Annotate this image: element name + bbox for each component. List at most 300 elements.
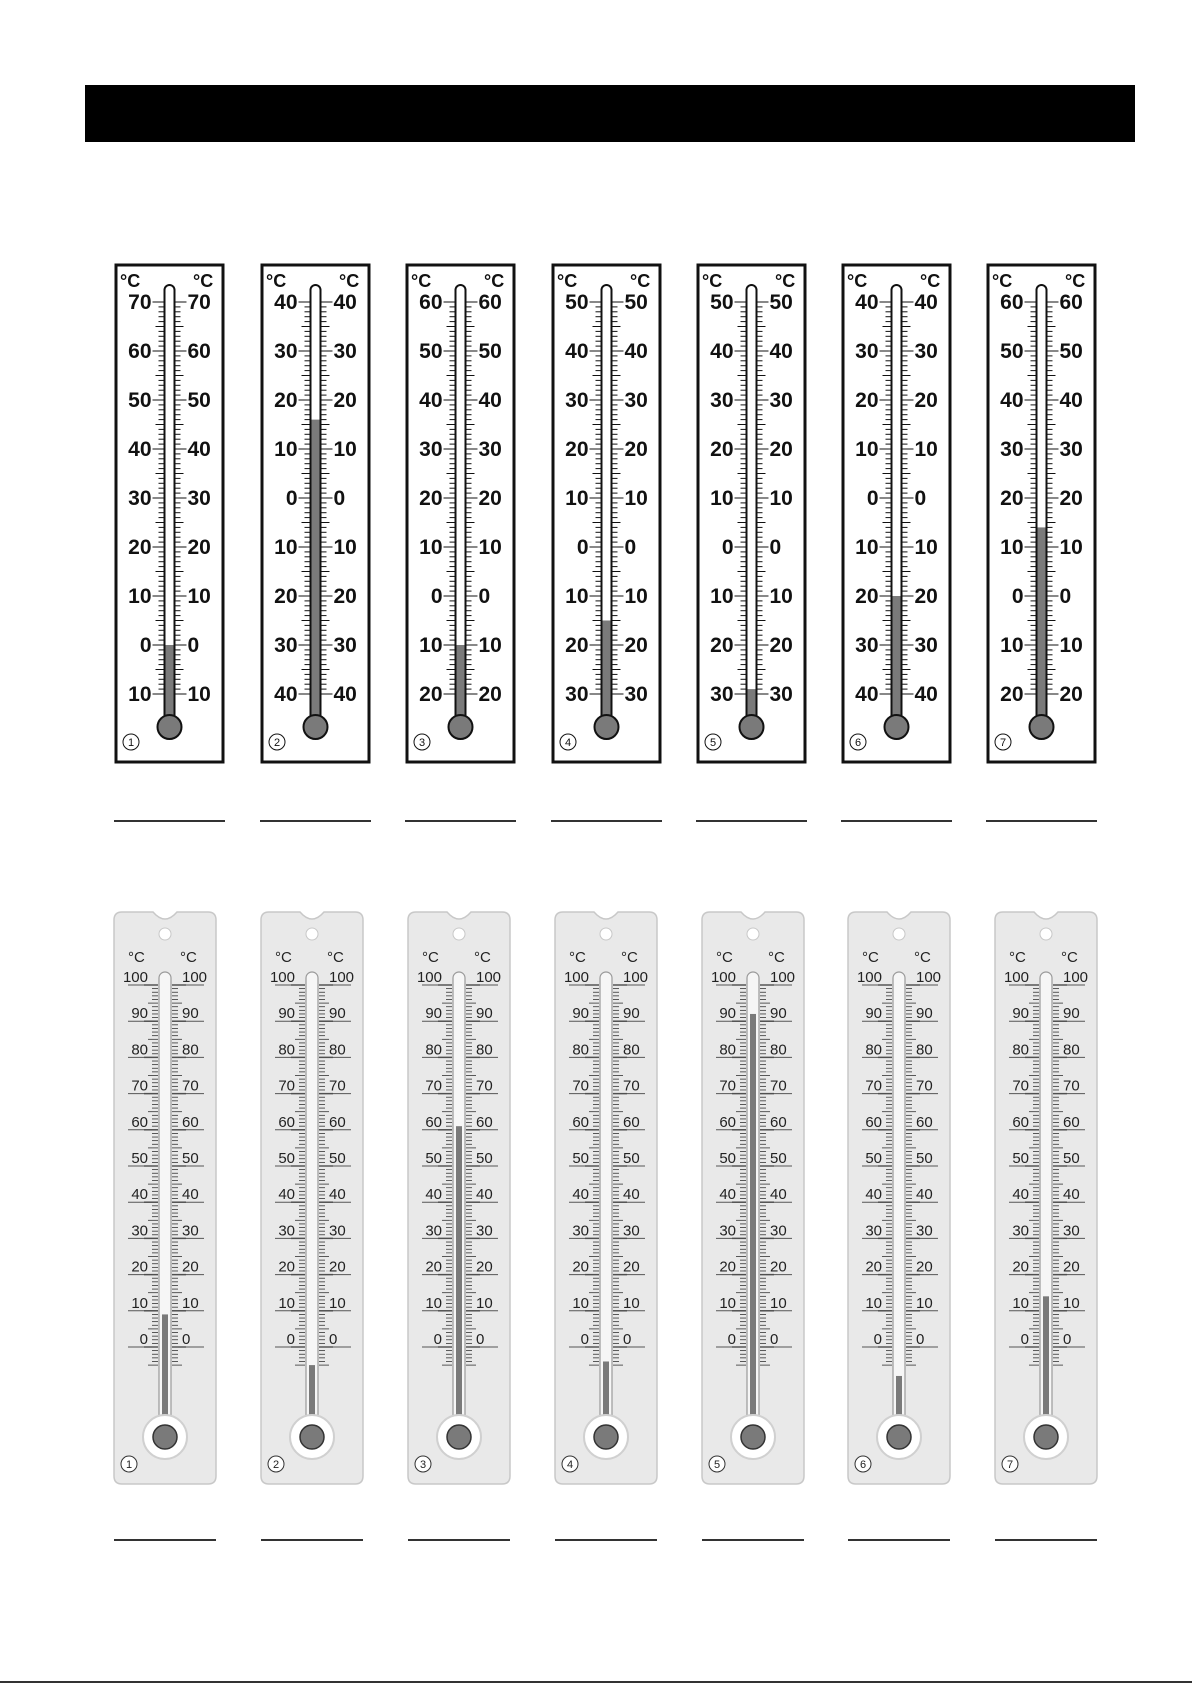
unit-label-right: °C <box>474 949 491 966</box>
index-number: 6 <box>854 737 862 749</box>
scale-label-left: 10 <box>565 585 589 608</box>
scale-label-right: 50 <box>329 1150 346 1167</box>
index-number: 7 <box>999 737 1007 749</box>
scale-label-right: 20 <box>182 1258 199 1276</box>
hanging-hole <box>1040 928 1052 940</box>
scale-label-left: 0 <box>430 585 443 608</box>
scale-label-right: 90 <box>1063 1005 1080 1023</box>
scale-label-right: 10 <box>333 536 357 559</box>
scale-label-right: 10 <box>478 634 502 657</box>
scale-label-left: 40 <box>419 389 443 412</box>
index-number: 1 <box>125 1459 133 1471</box>
scale-label-right: 10 <box>187 585 211 608</box>
photo-thermometer-2 <box>261 912 363 1540</box>
scale-label-left: 20 <box>425 1258 442 1276</box>
scale-label-right: 70 <box>623 1077 640 1095</box>
scale-label-left: 50 <box>278 1150 295 1167</box>
scale-label-right: 30 <box>914 340 938 363</box>
thermometer-bulb <box>447 1425 471 1449</box>
scale-label-left: 30 <box>131 1222 148 1240</box>
scale-label-right: 70 <box>329 1077 346 1095</box>
scale-label-left: 50 <box>865 1150 882 1167</box>
scale-label-right: 20 <box>1059 487 1083 510</box>
unit-label-left: °C <box>128 949 145 966</box>
scale-label-left: 60 <box>865 1113 882 1131</box>
scale-label-right: 20 <box>329 1258 346 1276</box>
scale-label-left: 0 <box>1011 585 1024 608</box>
scale-label-left: 90 <box>719 1005 736 1023</box>
scale-label-right: 20 <box>478 487 502 510</box>
scale-label-left: 30 <box>419 438 443 461</box>
photo-thermometer-3 <box>408 912 510 1540</box>
unit-label-left: °C <box>716 949 733 966</box>
scale-label-right: 60 <box>182 1113 199 1131</box>
scale-label-left: 20 <box>128 536 152 559</box>
scale-label-left: 10 <box>719 1294 736 1312</box>
scale-label-left: 90 <box>865 1005 882 1023</box>
scale-label-left: 30 <box>710 389 734 412</box>
scale-label-right: 40 <box>624 340 648 363</box>
scale-label-left: 40 <box>719 1186 736 1204</box>
scale-label-right: 0 <box>1059 585 1072 608</box>
scale-label-right: 20 <box>769 438 793 461</box>
scale-label-left: 10 <box>425 1294 442 1312</box>
scale-label-left: 20 <box>719 1258 736 1276</box>
scale-label-left: 0 <box>580 1331 589 1348</box>
scale-label-left: 100 <box>856 969 882 986</box>
scale-label-right: 90 <box>916 1005 933 1023</box>
scale-label-left: 70 <box>128 291 152 314</box>
scale-label-left: 90 <box>572 1005 589 1023</box>
unit-label-left: °C <box>992 271 1013 291</box>
scale-label-left: 0 <box>286 1331 295 1348</box>
scale-label-left: 10 <box>565 487 589 510</box>
scale-label-left: 80 <box>278 1041 295 1059</box>
scale-label-left: 40 <box>131 1186 148 1204</box>
scale-label-left: 10 <box>274 536 298 559</box>
scale-label-left: 60 <box>719 1113 736 1131</box>
scale-label-left: 0 <box>873 1331 882 1348</box>
scale-label-left: 90 <box>278 1005 295 1023</box>
scale-label-right: 60 <box>623 1113 640 1131</box>
scale-label-right: 80 <box>329 1041 346 1059</box>
index-number: 4 <box>564 737 572 749</box>
scale-label-right: 50 <box>624 291 648 314</box>
scale-label-left: 10 <box>855 536 879 559</box>
hanging-hole <box>747 928 759 940</box>
scale-label-right: 10 <box>329 1294 346 1312</box>
thermometer-bulb <box>153 1425 177 1449</box>
scale-label-left: 0 <box>721 536 734 559</box>
mercury-column <box>312 420 320 727</box>
scale-label-right: 70 <box>187 291 211 314</box>
scale-label-left: 0 <box>727 1331 736 1348</box>
scale-label-left: 60 <box>425 1113 442 1131</box>
scale-label-right: 30 <box>329 1222 346 1240</box>
scale-label-left: 40 <box>855 291 879 314</box>
scale-label-left: 50 <box>710 291 734 314</box>
scale-label-right: 0 <box>478 585 491 608</box>
scale-label-right: 30 <box>1059 438 1083 461</box>
glass-tube <box>747 285 757 727</box>
scale-label-right: 10 <box>333 438 357 461</box>
index-number: 2 <box>273 737 281 749</box>
glass-tube <box>893 972 905 1437</box>
scale-label-right: 10 <box>769 585 793 608</box>
scale-label-right: 10 <box>914 536 938 559</box>
scale-label-right: 100 <box>916 969 942 986</box>
scale-label-left: 50 <box>425 1150 442 1167</box>
scale-label-left: 70 <box>865 1077 882 1095</box>
scale-label-left: 30 <box>1012 1222 1029 1240</box>
index-number: 7 <box>1006 1459 1014 1471</box>
scale-label-right: 20 <box>914 389 938 412</box>
scale-label-left: 20 <box>710 438 734 461</box>
scale-label-left: 80 <box>572 1041 589 1059</box>
unit-label-left: °C <box>1009 949 1026 966</box>
scale-label-left: 60 <box>278 1113 295 1131</box>
scale-label-right: 10 <box>914 438 938 461</box>
unit-label-right: °C <box>1061 949 1078 966</box>
scale-label-right: 90 <box>476 1005 493 1023</box>
scale-label-right: 50 <box>770 1150 787 1167</box>
scale-label-left: 60 <box>1012 1113 1029 1131</box>
scale-label-right: 20 <box>623 1258 640 1276</box>
scale-label-left: 70 <box>1012 1077 1029 1095</box>
scale-label-left: 10 <box>710 585 734 608</box>
scale-label-left: 30 <box>274 340 298 363</box>
scale-label-left: 0 <box>576 536 589 559</box>
scale-label-right: 20 <box>916 1258 933 1276</box>
scale-label-left: 60 <box>131 1113 148 1131</box>
scale-label-right: 20 <box>914 585 938 608</box>
scale-label-left: 10 <box>855 438 879 461</box>
scale-label-right: 10 <box>624 585 648 608</box>
scale-label-left: 10 <box>128 585 152 608</box>
scale-label-right: 30 <box>333 340 357 363</box>
scale-label-right: 10 <box>770 1294 787 1312</box>
scale-label-right: 80 <box>182 1041 199 1059</box>
scale-label-right: 30 <box>770 1222 787 1240</box>
scale-label-right: 10 <box>769 487 793 510</box>
scale-label-right: 20 <box>770 1258 787 1276</box>
scale-label-left: 80 <box>719 1041 736 1059</box>
scale-label-left: 20 <box>865 1258 882 1276</box>
index-number: 1 <box>127 737 135 749</box>
scale-label-right: 20 <box>187 536 211 559</box>
scale-label-right: 0 <box>182 1331 191 1348</box>
scale-label-left: 70 <box>278 1077 295 1095</box>
unit-label-right: °C <box>327 949 344 966</box>
scale-label-left: 100 <box>416 969 442 986</box>
scale-label-left: 60 <box>128 340 152 363</box>
scale-label-right: 50 <box>1063 1150 1080 1167</box>
scale-label-left: 50 <box>419 340 443 363</box>
scale-label-right: 90 <box>623 1005 640 1023</box>
scale-label-right: 10 <box>1059 536 1083 559</box>
scale-label-right: 10 <box>182 1294 199 1312</box>
scale-label-left: 50 <box>128 389 152 412</box>
scale-label-right: 0 <box>333 487 346 510</box>
scale-label-right: 30 <box>769 683 793 706</box>
scale-label-right: 60 <box>478 291 502 314</box>
scale-label-left: 20 <box>1012 1258 1029 1276</box>
scale-label-left: 30 <box>865 1222 882 1240</box>
scale-label-right: 60 <box>770 1113 787 1131</box>
printed-thermometer-6 <box>841 265 952 821</box>
scale-label-left: 100 <box>710 969 736 986</box>
printed-thermometer-7 <box>986 265 1097 821</box>
scale-label-right: 0 <box>914 487 927 510</box>
scale-label-right: 80 <box>623 1041 640 1059</box>
scale-label-left: 0 <box>139 1331 148 1348</box>
scale-label-right: 0 <box>916 1331 925 1348</box>
scale-label-right: 20 <box>1063 1258 1080 1276</box>
mercury-column <box>456 1126 462 1437</box>
scale-label-right: 100 <box>182 969 208 986</box>
scale-label-left: 60 <box>419 291 443 314</box>
scale-label-right: 0 <box>187 634 200 657</box>
scale-label-left: 40 <box>710 340 734 363</box>
scale-label-left: 10 <box>1000 634 1024 657</box>
scale-label-left: 10 <box>419 536 443 559</box>
scale-label-left: 10 <box>131 1294 148 1312</box>
scale-label-left: 50 <box>1000 340 1024 363</box>
scale-label-left: 10 <box>1012 1294 1029 1312</box>
scale-label-right: 70 <box>1063 1077 1080 1095</box>
scale-label-right: 30 <box>769 389 793 412</box>
index-number: 4 <box>566 1459 574 1471</box>
mercury-column <box>750 1014 756 1437</box>
scale-label-right: 100 <box>623 969 649 986</box>
scale-label-left: 60 <box>1000 291 1024 314</box>
hanging-hole <box>600 928 612 940</box>
scale-label-right: 10 <box>623 1294 640 1312</box>
unit-label-left: °C <box>862 949 879 966</box>
scale-label-right: 50 <box>182 1150 199 1167</box>
scale-label-right: 50 <box>476 1150 493 1167</box>
scale-label-right: 20 <box>624 438 648 461</box>
scale-label-left: 40 <box>274 683 298 706</box>
scale-label-right: 20 <box>333 585 357 608</box>
mercury-column <box>893 596 901 727</box>
scale-label-left: 10 <box>278 1294 295 1312</box>
unit-label-right: °C <box>621 949 638 966</box>
scale-label-left: 100 <box>1003 969 1029 986</box>
unit-label-left: °C <box>275 949 292 966</box>
printed-thermometer-1 <box>114 265 225 821</box>
scale-label-left: 40 <box>865 1186 882 1204</box>
scale-label-right: 20 <box>476 1258 493 1276</box>
scale-label-right: 30 <box>182 1222 199 1240</box>
scale-label-left: 60 <box>572 1113 589 1131</box>
scale-label-left: 0 <box>139 634 152 657</box>
mercury-column <box>1038 527 1046 727</box>
scale-label-left: 80 <box>865 1041 882 1059</box>
scale-label-right: 10 <box>916 1294 933 1312</box>
scale-label-right: 40 <box>770 1186 787 1204</box>
unit-label-left: °C <box>422 949 439 966</box>
unit-label-right: °C <box>180 949 197 966</box>
scale-label-left: 50 <box>1012 1150 1029 1167</box>
scale-label-left: 40 <box>274 291 298 314</box>
unit-label-right: °C <box>484 271 505 291</box>
hanging-hole <box>306 928 318 940</box>
scale-label-right: 60 <box>476 1113 493 1131</box>
scale-label-left: 20 <box>565 634 589 657</box>
scale-label-left: 20 <box>710 634 734 657</box>
scale-label-right: 0 <box>329 1331 338 1348</box>
scale-label-right: 30 <box>478 438 502 461</box>
scale-label-left: 20 <box>419 683 443 706</box>
scale-label-left: 20 <box>855 389 879 412</box>
scale-label-left: 20 <box>565 438 589 461</box>
thermometer-bulb <box>449 715 473 739</box>
scale-label-left: 20 <box>274 389 298 412</box>
scale-label-right: 60 <box>916 1113 933 1131</box>
photo-thermometer-7 <box>995 912 1097 1540</box>
printed-thermometer-3 <box>405 265 516 821</box>
scale-label-left: 10 <box>419 634 443 657</box>
scale-label-left: 70 <box>572 1077 589 1095</box>
scale-label-right: 40 <box>333 683 357 706</box>
scale-label-left: 10 <box>572 1294 589 1312</box>
scale-label-right: 60 <box>329 1113 346 1131</box>
scale-label-left: 30 <box>565 683 589 706</box>
scale-label-right: 40 <box>182 1186 199 1204</box>
scale-label-left: 30 <box>719 1222 736 1240</box>
scale-label-left: 50 <box>719 1150 736 1167</box>
scale-label-left: 40 <box>425 1186 442 1204</box>
scale-label-right: 90 <box>770 1005 787 1023</box>
scale-label-right: 40 <box>916 1186 933 1204</box>
scale-label-right: 70 <box>476 1077 493 1095</box>
scale-label-right: 40 <box>478 389 502 412</box>
scale-label-left: 90 <box>131 1005 148 1023</box>
thermometer-bulb <box>300 1425 324 1449</box>
thermometer-bulb <box>741 1425 765 1449</box>
scale-label-left: 40 <box>1000 389 1024 412</box>
thermometer-bulb <box>885 715 909 739</box>
scale-label-right: 50 <box>916 1150 933 1167</box>
scale-label-right: 70 <box>916 1077 933 1095</box>
scale-label-left: 50 <box>565 291 589 314</box>
scale-label-left: 80 <box>131 1041 148 1059</box>
thermometer-bulb <box>740 715 764 739</box>
scale-label-left: 70 <box>131 1077 148 1095</box>
scale-label-right: 80 <box>770 1041 787 1059</box>
scale-label-left: 10 <box>710 487 734 510</box>
scale-label-left: 30 <box>425 1222 442 1240</box>
scale-label-left: 30 <box>565 389 589 412</box>
scale-label-left: 40 <box>572 1186 589 1204</box>
scale-label-left: 90 <box>425 1005 442 1023</box>
photo-thermometer-4 <box>555 912 657 1540</box>
scale-label-left: 20 <box>572 1258 589 1276</box>
scale-label-right: 30 <box>1063 1222 1080 1240</box>
scale-label-right: 80 <box>1063 1041 1080 1059</box>
unit-label-left: °C <box>847 271 868 291</box>
scale-label-right: 90 <box>329 1005 346 1023</box>
scale-label-left: 30 <box>128 487 152 510</box>
scale-label-right: 30 <box>624 683 648 706</box>
scale-label-right: 20 <box>333 389 357 412</box>
scale-label-right: 30 <box>476 1222 493 1240</box>
scale-label-right: 0 <box>624 536 637 559</box>
scale-label-left: 100 <box>269 969 295 986</box>
scale-label-left: 30 <box>855 634 879 657</box>
scale-label-right: 10 <box>187 683 211 706</box>
unit-label-right: °C <box>339 271 360 291</box>
scale-label-right: 100 <box>476 969 502 986</box>
thermometer-bulb <box>1030 715 1054 739</box>
scale-label-right: 60 <box>1059 291 1083 314</box>
photo-thermometer-6 <box>848 912 950 1540</box>
unit-label-left: °C <box>266 271 287 291</box>
unit-label-left: °C <box>411 271 432 291</box>
scale-label-right: 50 <box>187 389 211 412</box>
scale-label-left: 20 <box>1000 683 1024 706</box>
index-number: 3 <box>419 1459 427 1471</box>
index-number: 5 <box>709 737 717 749</box>
scale-label-right: 20 <box>624 634 648 657</box>
unit-label-left: °C <box>557 271 578 291</box>
unit-label-right: °C <box>1065 271 1086 291</box>
scale-label-right: 10 <box>1059 634 1083 657</box>
scale-label-right: 60 <box>1063 1113 1080 1131</box>
scale-label-left: 20 <box>274 585 298 608</box>
scale-label-right: 10 <box>476 1294 493 1312</box>
scale-label-right: 40 <box>914 291 938 314</box>
scale-label-right: 40 <box>476 1186 493 1204</box>
scale-label-left: 0 <box>866 487 879 510</box>
scale-label-right: 100 <box>770 969 796 986</box>
thermometer-bulb <box>158 715 182 739</box>
scale-label-right: 30 <box>333 634 357 657</box>
scale-label-right: 0 <box>1063 1331 1072 1348</box>
scale-label-right: 60 <box>187 340 211 363</box>
scale-label-right: 40 <box>329 1186 346 1204</box>
scale-label-left: 70 <box>425 1077 442 1095</box>
scale-label-left: 20 <box>419 487 443 510</box>
scale-label-right: 90 <box>182 1005 199 1023</box>
scale-label-right: 20 <box>1059 683 1083 706</box>
thermometer-bulb <box>594 1425 618 1449</box>
scale-label-right: 40 <box>1063 1186 1080 1204</box>
scale-label-right: 40 <box>187 438 211 461</box>
scale-label-left: 20 <box>855 585 879 608</box>
unit-label-right: °C <box>920 271 941 291</box>
scale-label-right: 10 <box>478 536 502 559</box>
scale-label-right: 50 <box>478 340 502 363</box>
scale-label-right: 40 <box>623 1186 640 1204</box>
scale-label-right: 70 <box>770 1077 787 1095</box>
scale-label-left: 40 <box>128 438 152 461</box>
scale-label-left: 10 <box>1000 536 1024 559</box>
scale-label-right: 0 <box>770 1331 779 1348</box>
scale-label-right: 80 <box>476 1041 493 1059</box>
thermometer-bulb <box>1034 1425 1058 1449</box>
scale-label-right: 40 <box>769 340 793 363</box>
scale-label-right: 0 <box>476 1331 485 1348</box>
unit-label-right: °C <box>775 271 796 291</box>
scale-label-right: 40 <box>333 291 357 314</box>
scale-label-right: 30 <box>187 487 211 510</box>
scale-label-left: 10 <box>865 1294 882 1312</box>
scale-label-left: 40 <box>855 683 879 706</box>
scale-label-right: 20 <box>769 634 793 657</box>
scale-label-left: 40 <box>565 340 589 363</box>
